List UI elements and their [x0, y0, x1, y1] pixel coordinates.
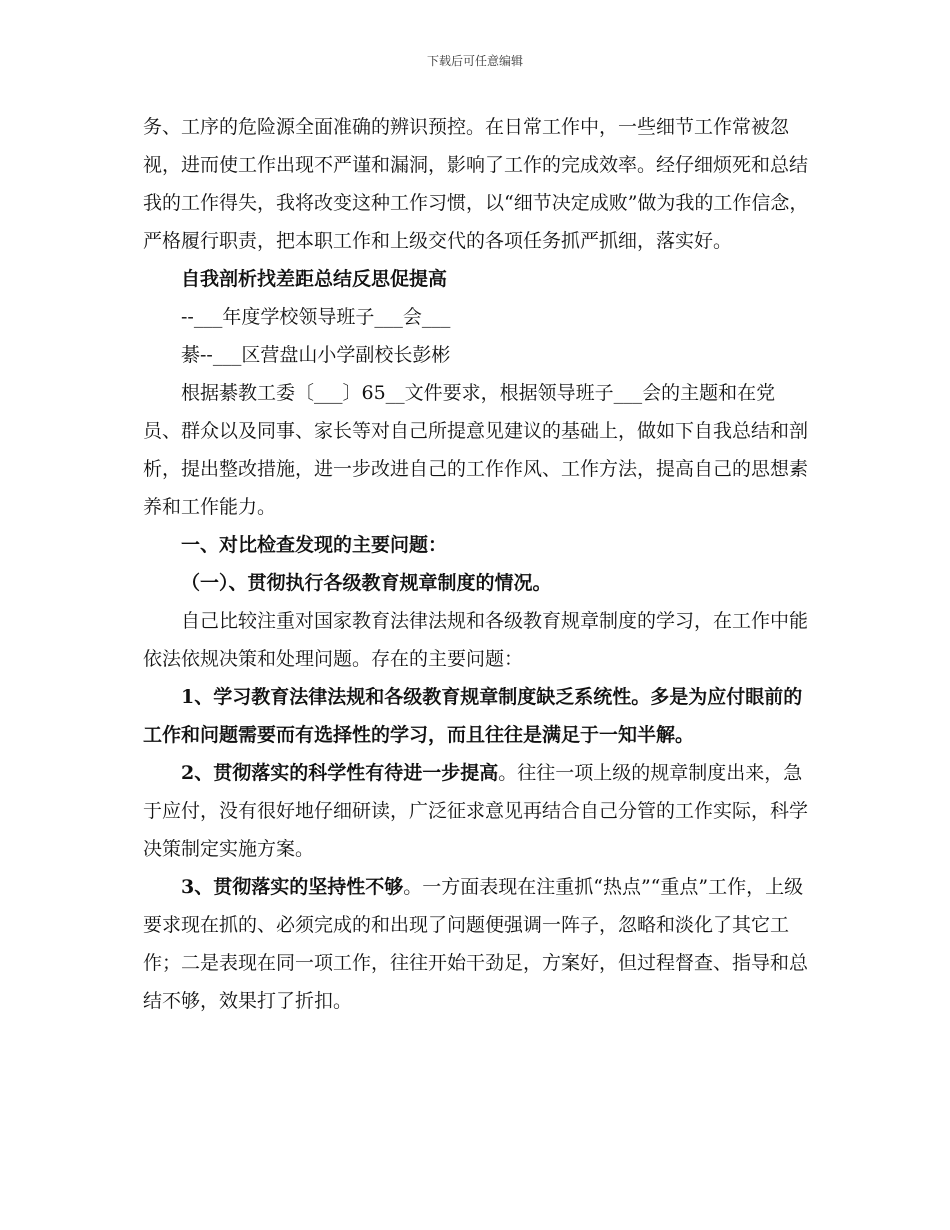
- problem-3-text: 。一方面表现在注重抓“热点”“重点”工作，上级要求现在抓的、必须完成的和出现了问题便强调一阵子，忽略和淡化了其它工作；二是表现在同一项工作，往往开始干劲足，方案好，但过程督查、指导和总结不够，效果打了折扣。: [143, 876, 809, 1012]
- paragraph-intro: 根据綦教工委〔___〕65__文件要求，根据领导班子___会的主题和在党员、群众以及同事、家长等对自己所提意见建议的基础上，做如下自我总结和剖析，提出整改措施，进一步改进自己的工作作风、工作方法，提高自己的思想素养和工作能力。: [143, 382, 809, 518]
- paragraph-problem-1: 1、学习教育法律法规和各级教育规章制度缺乏系统性。多是为应付眼前的工作和问题需要而有选择性的学习，而且往往是满足于一知半解。: [143, 686, 803, 746]
- paragraph-continuation: 务、工序的危险源全面准确的辨识预控。在日常工作中，一些细节工作常被忽视，进而使工作出现不严谨和漏洞，影响了工作的完成效率。经仔细烦死和总结我的工作得失，我将改变这种工作习惯，以“细节决定成败”做为我的工作信念，严格履行职责，把本职工作和上级交代的各项任务抓严抓细，落实好。: [143, 116, 809, 252]
- paragraph-problem-3: [143, 868, 813, 1020]
- paragraph-problem-2: [143, 754, 813, 868]
- paragraph-study: 自己比较注重对国家教育法律法规和各级教育规章制度的学习，在工作中能依法依规决策和处理问题。存在的主要问题：: [143, 610, 809, 670]
- page-header: 下载后可任意编辑: [426, 54, 523, 68]
- heading-main-problems: 一、对比检查发现的主要问题：: [181, 534, 448, 556]
- subtitle-author: 綦--___区营盘山小学副校长彭彬: [181, 344, 451, 366]
- problem-3-heading: 3、贯彻落实的坚持性不够: [181, 876, 404, 898]
- problem-2-text: 。往往一项上级的规章制度出来，急于应付，没有很好地仔细研读，广泛征求意见再结合自己分管的工作实际，科学决策制定实施方案。: [143, 762, 809, 860]
- document-body: [143, 108, 813, 1020]
- heading-section-one: （一）、贯彻执行各级教育规章制度的情况。: [181, 572, 552, 594]
- problem-2-heading: 2、贯彻落实的科学性有待进一步提高: [181, 762, 499, 784]
- subtitle-meeting: --___年度学校领导班子___会___: [181, 306, 451, 328]
- document-title: 自我剖析找差距总结反思促提高: [181, 268, 448, 290]
